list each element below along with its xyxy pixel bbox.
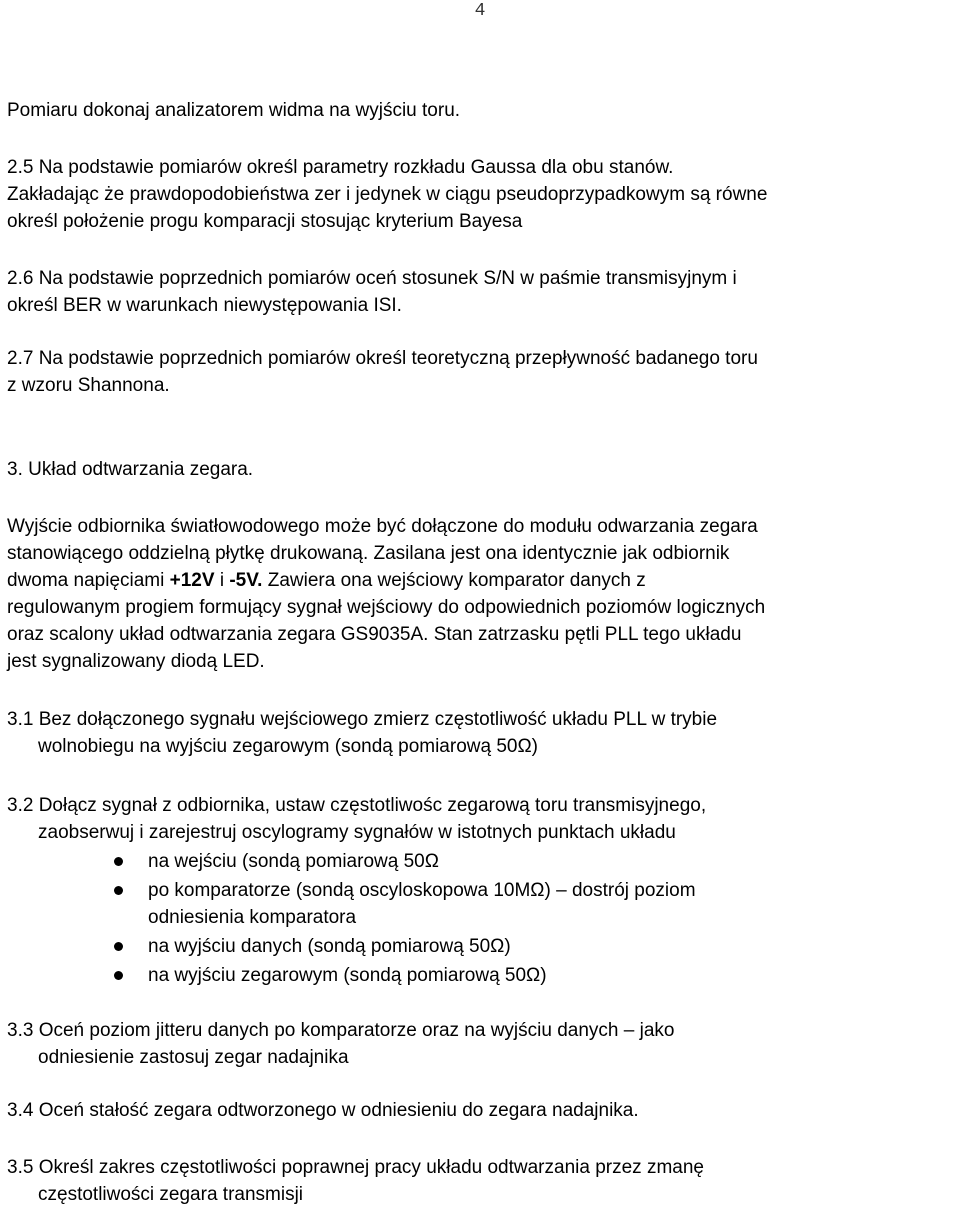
body-line-3 xyxy=(7,570,646,591)
item-3-5 xyxy=(0,1154,960,1208)
bullet-icon xyxy=(114,971,123,980)
intro-paragraph xyxy=(0,97,947,124)
body-line-1: Wyjście odbiornika światłowodowego może być dołączone do modułu odwarzania zegara xyxy=(7,516,758,537)
item-3-3-line-1: 3.3 Oceń poziom jitteru danych po komparatorze oraz na wyjściu danych – jako xyxy=(7,1020,675,1041)
list-item xyxy=(0,962,940,991)
list-item xyxy=(0,848,940,877)
item-3-3-line-2: odniesienie zastosuj zegar nadajnika xyxy=(38,1047,349,1068)
list-item xyxy=(0,877,940,933)
item-3-1-line-1: 3.1 Bez dołączonego sygnału wejściowego zmierz częstotliwość układu PLL w trybie xyxy=(7,709,718,730)
bullet-icon xyxy=(114,942,123,951)
item-3-4 xyxy=(0,1097,960,1124)
list-item-text: na wyjściu zegarowym (sondą pomiarową 50Ω) xyxy=(148,965,547,986)
body-line-6: jest sygnalizowany diodą LED. xyxy=(7,651,265,672)
item-3-2 xyxy=(0,792,960,846)
item-2-5-line-1: 2.5 Na podstawie pomiarów określ parametry rozkładu Gaussa dla obu stanów. xyxy=(7,157,674,178)
item-2-5 xyxy=(0,154,947,235)
section-3-heading-text: 3. Układ odtwarzania zegara. xyxy=(7,459,254,480)
voltage-plus-12v: +12V xyxy=(169,570,215,591)
item-3-1-line-2: wolnobiegu na wyjściu zegarowym (sondą pomiarową 50Ω) xyxy=(38,736,539,757)
intro-line: Pomiaru dokonaj analizatorem widma na wyjściu toru. xyxy=(7,100,461,121)
item-3-4-line-1: 3.4 Oceń stałość zegara odtworzonego w odniesieniu do zegara nadajnika. xyxy=(7,1100,639,1121)
item-2-6-line-1: 2.6 Na podstawie poprzednich pomiarów oceń stosunek S/N w paśmie transmisyjnym i xyxy=(7,268,737,289)
voltage-minus-5v: -5V. xyxy=(229,570,263,591)
body-line-4: regulowanym progiem formujący sygnał wejściowy do odpowiednich poziomów logicznych xyxy=(7,597,766,618)
list-item-text-continued: odniesienia komparatora xyxy=(148,907,357,928)
item-2-5-line-3: określ położenie progu komparacji stosując kryterium Bayesa xyxy=(7,211,523,232)
body-line-3-c: i xyxy=(214,570,230,591)
list-item-text: na wejściu (sondą pomiarową 50Ω xyxy=(148,851,439,872)
item-2-7-line-2: z wzoru Shannona. xyxy=(7,375,170,396)
item-3-2-line-2: zaobserwuj i zarejestruj oscylogramy sygnałów w istotnych punktach układu xyxy=(38,822,676,843)
list-item-text: po komparatorze (sondą oscyloskopowa 10MΩ) – dostrój poziom xyxy=(148,880,696,901)
item-2-7-line-1: 2.7 Na podstawie poprzednich pomiarów określ teoretyczną przepływność badanego toru xyxy=(7,348,758,369)
body-line-3-e: Zawiera ona wejściowy komparator danych z xyxy=(262,570,646,591)
bullet-icon xyxy=(114,886,123,895)
body-line-3-a: dwoma napięciami xyxy=(7,570,170,591)
item-3-5-line-1: 3.5 Określ zakres częstotliwości poprawnej pracy układu odtwarzania przez zmanę xyxy=(7,1157,704,1178)
item-2-5-line-2: Zakładając że prawdopodobieństwa zer i jedynek w ciągu pseudoprzypadkowym są równe xyxy=(7,184,768,205)
item-3-5-line-2: częstotliwości zegara transmisji xyxy=(38,1184,304,1205)
item-2-7 xyxy=(0,345,947,399)
body-line-2: stanowiącego oddzielną płytkę drukowaną. Zasilana jest ona identycznie jak odbiornik xyxy=(7,543,730,564)
item-3-3 xyxy=(0,1017,960,1071)
measurement-points-list xyxy=(0,848,940,991)
list-item-text: na wyjściu danych (sondą pomiarową 50Ω) xyxy=(148,936,511,957)
item-2-6-line-2: określ BER w warunkach niewystępowania ISI. xyxy=(7,295,402,316)
list-item xyxy=(0,933,940,962)
item-3-2-line-1: 3.2 Dołącz sygnał z odbiornika, ustaw częstotliwośc zegarową toru transmisyjnego, xyxy=(7,795,707,816)
section-3-body xyxy=(0,513,947,675)
section-3-heading xyxy=(0,456,947,483)
page-number: 4 xyxy=(474,1,486,21)
bullet-icon xyxy=(114,857,123,866)
item-3-1 xyxy=(0,706,960,760)
body-line-5: oraz scalony układ odtwarzania zegara GS9035A. Stan zatrzasku pętli PLL tego układu xyxy=(7,624,742,645)
item-2-6 xyxy=(0,265,947,319)
